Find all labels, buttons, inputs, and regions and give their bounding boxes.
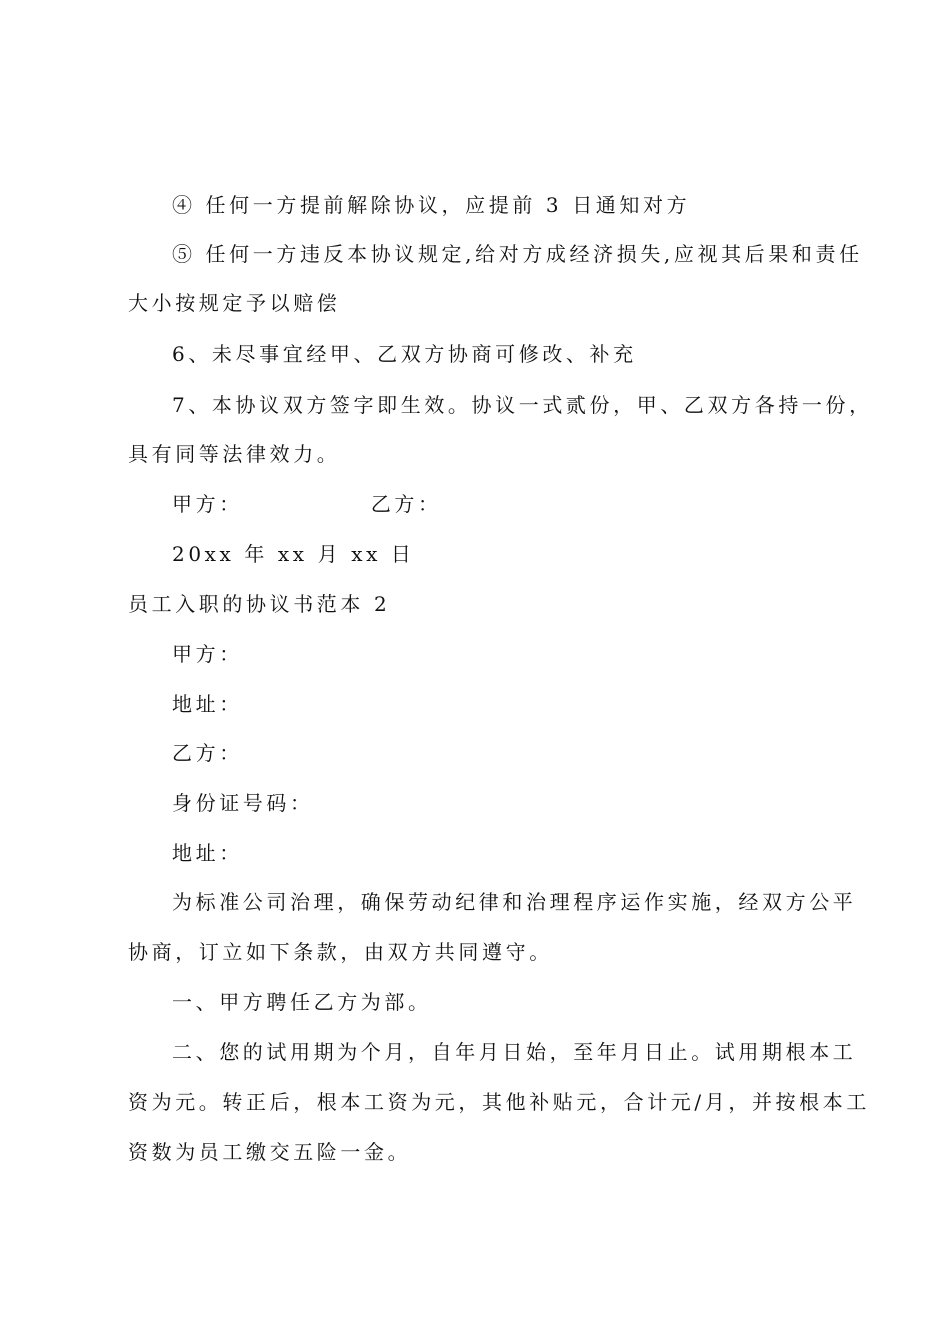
intro-line-1: 为标准公司治理，确保劳动纪律和治理程序运作实施，经双方公平: [172, 890, 857, 914]
id-number-label: 身份证号码：: [172, 791, 314, 815]
clause-7-line-2: 具有同等法律效力。: [128, 442, 341, 466]
intro-line-2: 协商，订立如下条款，由双方共同遵守。: [128, 940, 553, 964]
address-b-label: 地址：: [172, 841, 243, 865]
clause-7-line-1: 7、本协议双方签字即生效。协议一式贰份，甲、乙双方各持一份，: [172, 393, 873, 417]
item-2-line-3: 资数为员工缴交五险一金。: [128, 1140, 412, 1164]
clause-4: ④ 任何一方提前解除协议，应提前 3 日通知对方: [172, 193, 691, 217]
agreement-date: 20xx 年 xx 月 xx 日: [172, 542, 415, 566]
party-a-label: 甲方：: [172, 642, 243, 666]
item-2-line-2: 资为元。转正后，根本工资为元，其他补贴元，合计元/月，并按根本工: [128, 1090, 870, 1114]
item-2-line-1: 二、您的试用期为个月，自年月日始，至年月日止。试用期根本工: [172, 1040, 857, 1064]
clause-5-line-2: 大小按规定予以赔偿: [128, 291, 341, 315]
item-1: 一、甲方聘任乙方为部。: [172, 990, 432, 1014]
clause-5-line-1: ⑤ 任何一方违反本协议规定,给对方成经济损失,应视其后果和责任: [172, 242, 863, 266]
section-title: 员工入职的协议书范本 2: [128, 592, 391, 616]
signature-party-b: 乙方：: [370, 492, 442, 516]
address-a-label: 地址：: [172, 692, 243, 716]
signature-party-a: 甲方：: [172, 492, 243, 516]
party-b-label: 乙方：: [172, 741, 243, 765]
clause-6: 6、未尽事宜经甲、乙双方协商可修改、补充: [172, 342, 637, 366]
signature-line: [172, 492, 838, 516]
